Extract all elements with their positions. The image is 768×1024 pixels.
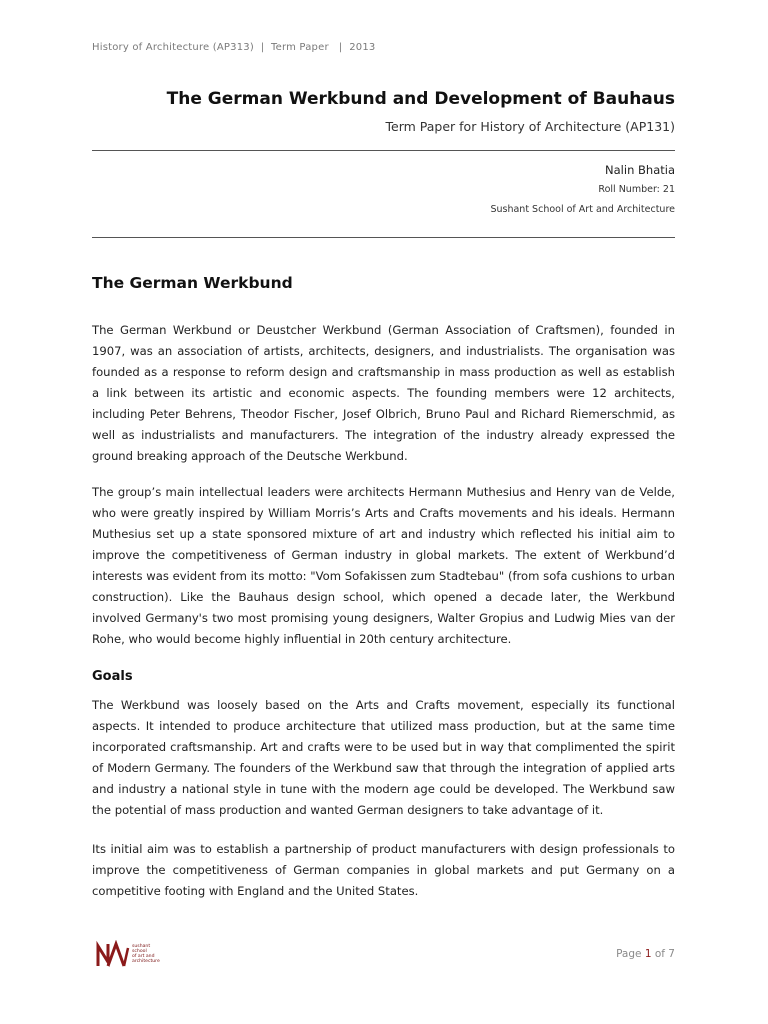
running-header: History of Architecture (AP313) | Term Paper | 2013 xyxy=(92,42,376,53)
school-logo-icon xyxy=(96,940,130,968)
page-suffix: of 7 xyxy=(651,948,675,960)
paragraph-initial-aim: Its initial aim was to establish a partnership of product manufacturers with design professionals to improve the competitiveness of German companies in global markets and put Germany on a competitive footing with England and the United States. xyxy=(92,842,675,898)
document-subtitle: Term Paper for History of Architecture (AP131) xyxy=(385,119,675,134)
section-heading: The German Werkbund xyxy=(92,274,293,292)
divider-top xyxy=(92,150,675,151)
paragraph-intro: The German Werkbund or Deustcher Werkbund (German Association of Craftsmen), founded in 1907, was an association of artists, architects, designers, and industrialists. The organisation was founded as a response to reform design and craftsmanship in mass production as well as establish a link between its artistic and economic aspects. The founding members were 12 architects, including Peter Behrens, Theodor Fischer, Josef Olbrich, Bruno Paul and Richard Riemerschmid, as well as industrialists and manufacturers. The integration of the industry already expressed the ground breaking approach of the Deutsche Werkbund. xyxy=(92,323,675,463)
author-block xyxy=(92,160,675,220)
paragraph-goals: The Werkbund was loosely based on the Arts and Crafts movement, especially its functional aspects. It intended to produce architecture that utilized mass production, but at the same time incorporated craftsmanship. Art and crafts were to be used but in way that complimented the spirit of Modern Germany. The founders of the Werkbund saw that through the integration of applied arts and industry a national style in tune with the modern age could be developed. The Werkbund saw the potential of mass production and wanted German designers to take advantage of it. xyxy=(92,698,675,817)
paragraph-leaders: The group’s main intellectual leaders were architects Hermann Muthesius and Henry van de Velde, who were greatly inspired by William Morris’s Arts and Crafts movements and his ideals. Hermann Muthesius set up a state sponsored mixture of art and industry which reflected his initial aim to improve the competitiveness of German industry in global markets. The extent of Werkbund’d interests was evident from its motto: "Vom Sofakissen zum Stadtebau" (from sofa cushions to urban construction). Like the Bauhaus design school, which opened a decade later, the Werkbund involved Germany's two most promising young designers, Walter Gropius and Ludwig Mies van der Rohe, who would become highly influential in 20th century architecture. xyxy=(92,485,675,646)
goals-heading: Goals xyxy=(92,669,133,684)
document-title: The German Werkbund and Development of Bauhaus xyxy=(166,89,675,109)
logo-text-line: architecture xyxy=(132,959,160,965)
school-logo xyxy=(96,940,172,968)
roll-number: Roll Number: 21 xyxy=(598,184,675,195)
logo-text-line: school xyxy=(132,948,147,954)
author-name: Nalin Bhatia xyxy=(605,163,675,177)
logo-text-line: sushant xyxy=(132,943,151,949)
title-block xyxy=(92,86,675,136)
page-prefix: Page xyxy=(616,948,645,960)
page-number xyxy=(616,948,675,960)
school-name: Sushant School of Art and Architecture xyxy=(490,204,675,215)
school-logo-text xyxy=(132,944,172,965)
logo-text-line: of art and xyxy=(132,954,155,959)
page-current: 1 xyxy=(644,948,652,960)
divider-bottom xyxy=(92,237,675,238)
